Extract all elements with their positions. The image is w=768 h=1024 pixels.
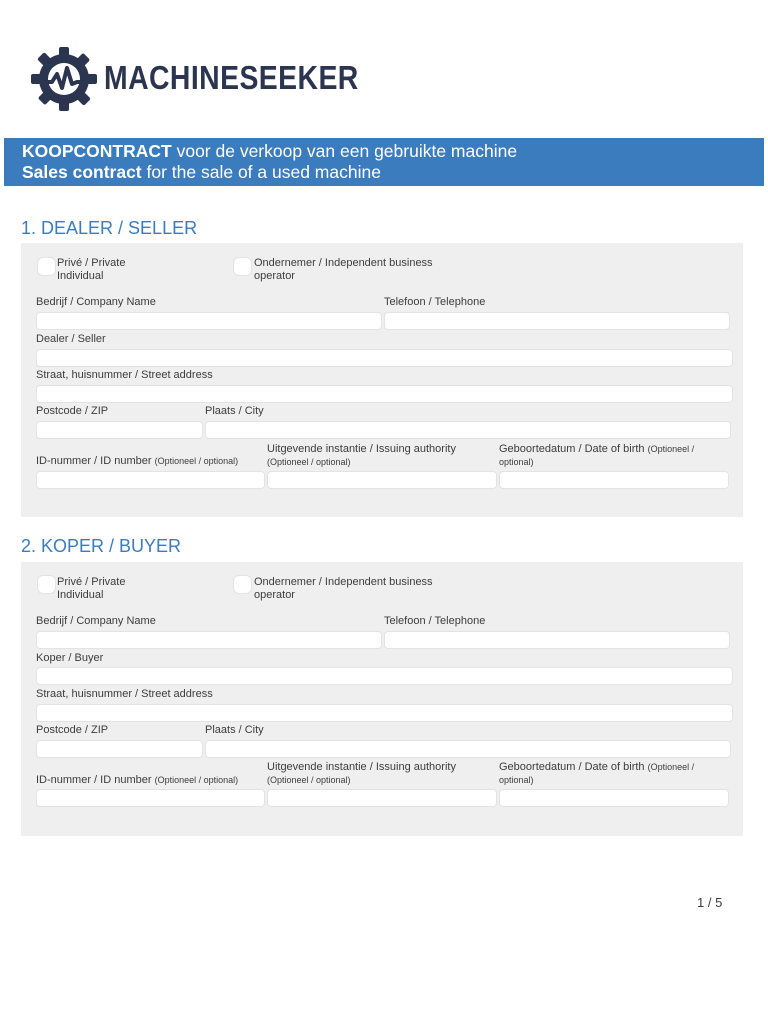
page-number: 1 / 5 <box>697 895 723 910</box>
seller-authority-optional: (Optioneel / optional) <box>267 457 351 467</box>
buyer-company-label: Bedrijf / Company Name <box>36 615 156 627</box>
buyer-name-label: Koper / Buyer <box>36 652 104 664</box>
seller-dob-label-text: Geboortedatum / Date of birth <box>499 443 645 455</box>
title-dutch-bold: KOOPCONTRACT <box>22 141 172 161</box>
buyer-business-label: Ondernemer / Independent business operator <box>254 576 433 601</box>
seller-section-title: 1. DEALER / SELLER <box>21 218 198 238</box>
buyer-street-label: Straat, huisnummer / Street address <box>36 688 213 700</box>
seller-dob-optional: (Optioneel / optional) <box>499 444 695 467</box>
title-english-rest: for the sale of a used machine <box>141 162 381 182</box>
buyer-city-label: Plaats / City <box>205 724 264 736</box>
seller-business-checkbox[interactable] <box>233 257 252 276</box>
buyer-phone-label: Telefoon / Telephone <box>384 615 486 627</box>
seller-company-field[interactable] <box>36 312 382 330</box>
seller-panel <box>21 243 743 517</box>
buyer-authority-label-text: Uitgevende instantie / Issuing authority <box>267 761 456 773</box>
title-english-bold: Sales contract <box>22 162 142 182</box>
buyer-name-field[interactable] <box>36 667 733 685</box>
logo-wordmark: MACHINESEEKER <box>104 59 359 96</box>
buyer-id-label <box>36 774 238 787</box>
buyer-authority-optional: (Optioneel / optional) <box>267 775 351 785</box>
seller-street-label: Straat, huisnummer / Street address <box>36 369 213 381</box>
buyer-zip-field[interactable] <box>36 740 203 758</box>
buyer-business-checkbox[interactable] <box>233 575 252 594</box>
buyer-dob-label <box>499 761 731 787</box>
gear-logo-icon <box>28 44 100 114</box>
seller-street-field[interactable] <box>36 385 733 403</box>
seller-dob-field[interactable] <box>499 471 729 489</box>
buyer-authority-label <box>267 761 492 787</box>
buyer-panel <box>21 562 743 836</box>
buyer-phone-field[interactable] <box>384 631 730 649</box>
buyer-street-field[interactable] <box>36 704 733 722</box>
buyer-id-field[interactable] <box>36 789 265 807</box>
contract-title-banner <box>4 138 764 186</box>
machineseeker-logo <box>28 44 358 114</box>
buyer-id-label-text: ID-nummer / ID number <box>36 774 152 786</box>
buyer-zip-label: Postcode / ZIP <box>36 724 109 736</box>
seller-private-label: Privé / Private Individual <box>57 257 126 282</box>
title-line-english <box>22 162 764 183</box>
buyer-private-label: Privé / Private Individual <box>57 576 126 601</box>
buyer-city-field[interactable] <box>205 740 731 758</box>
seller-authority-field[interactable] <box>267 471 497 489</box>
seller-city-label: Plaats / City <box>205 405 264 417</box>
seller-phone-field[interactable] <box>384 312 730 330</box>
seller-id-optional: (Optioneel / optional) <box>154 456 239 466</box>
seller-id-label-text: ID-nummer / ID number <box>36 455 152 467</box>
buyer-dob-label-text: Geboortedatum / Date of birth <box>499 761 645 773</box>
seller-city-field[interactable] <box>205 421 731 439</box>
buyer-dob-optional: (Optioneel / optional) <box>499 762 695 785</box>
title-dutch-rest: voor de verkoop van een gebruikte machine <box>171 141 518 161</box>
seller-id-field[interactable] <box>36 471 265 489</box>
seller-company-label: Bedrijf / Company Name <box>36 296 156 308</box>
buyer-dob-field[interactable] <box>499 789 729 807</box>
seller-authority-label <box>267 443 492 469</box>
buyer-private-checkbox[interactable] <box>37 575 56 594</box>
buyer-section-title: 2. KOPER / BUYER <box>21 536 182 556</box>
seller-business-label: Ondernemer / Independent business operator <box>254 257 433 282</box>
seller-zip-field[interactable] <box>36 421 203 439</box>
seller-name-field[interactable] <box>36 349 733 367</box>
buyer-id-optional: (Optioneel / optional) <box>154 775 239 785</box>
seller-private-checkbox[interactable] <box>37 257 56 276</box>
seller-name-label: Dealer / Seller <box>36 333 106 345</box>
seller-phone-label: Telefoon / Telephone <box>384 296 486 308</box>
buyer-company-field[interactable] <box>36 631 382 649</box>
seller-dob-label <box>499 443 731 469</box>
title-line-dutch <box>22 141 764 162</box>
seller-id-label <box>36 455 238 468</box>
buyer-authority-field[interactable] <box>267 789 497 807</box>
seller-zip-label: Postcode / ZIP <box>36 405 109 417</box>
seller-authority-label-text: Uitgevende instantie / Issuing authority <box>267 443 456 455</box>
